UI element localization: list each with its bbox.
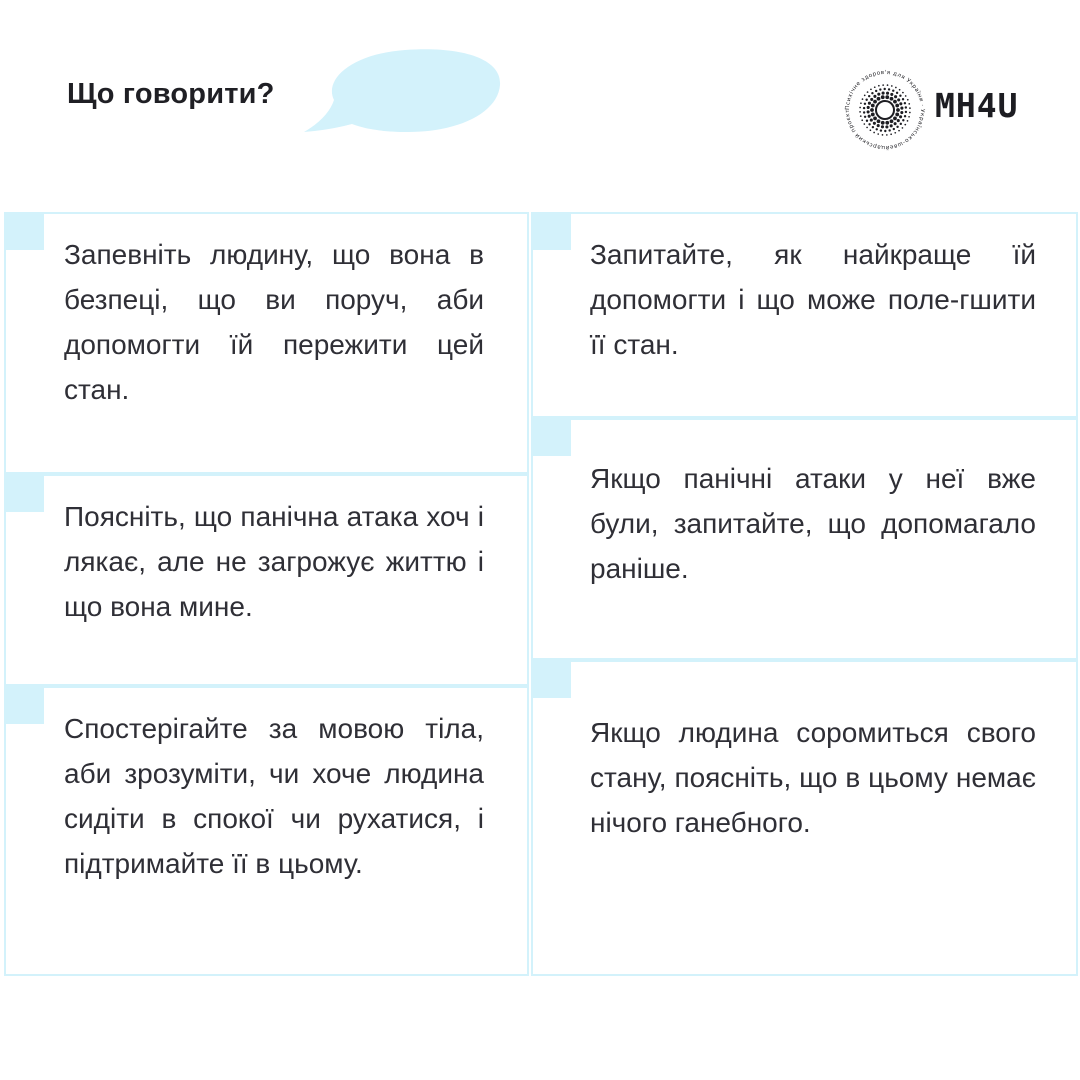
tip-text: Спостерігайте за мовою тіла, аби зрозуміти, чи хоче людина сидіти в спокої чи рухатися, і підтримайте її в цьому.: [64, 713, 484, 879]
logo-dot: [881, 121, 885, 125]
logo-dot: [873, 116, 877, 120]
card-tab-decoration: [531, 660, 571, 698]
logo-dot: [879, 88, 881, 90]
logo-dot: [891, 85, 893, 87]
logo-dot: [863, 107, 865, 109]
tip-card-6: [531, 660, 1078, 976]
logo-dot: [904, 102, 906, 104]
logo-dot: [905, 111, 907, 113]
logo-dot: [882, 92, 885, 95]
speech-bubble-icon: [300, 40, 510, 140]
logo-wordmark: MH4U: [935, 86, 1019, 125]
logo-dot: [893, 100, 897, 104]
logo-dot: [873, 132, 875, 134]
logo-dot: [905, 95, 907, 97]
logo-dot: [867, 110, 870, 113]
logo-dot: [894, 95, 897, 98]
logo-dot: [902, 98, 904, 100]
logo-dot: [896, 92, 898, 94]
logo-dot: [896, 126, 898, 128]
logo-dot: [904, 115, 906, 117]
logo-dot: [899, 115, 902, 118]
logo-dot: [859, 107, 861, 109]
tip-card-5: [531, 418, 1078, 660]
logo-dot: [902, 127, 904, 129]
logo-dot: [863, 123, 865, 125]
logo-dot: [904, 124, 906, 126]
logo-dot: [899, 89, 901, 91]
logo-dot: [874, 86, 876, 88]
logo-dot: [886, 134, 888, 136]
logo-dot: [878, 85, 880, 87]
tip-card-1: [4, 212, 529, 474]
logo-dot: [894, 132, 896, 134]
logo-dot: [864, 116, 866, 118]
logo-dot: [871, 113, 875, 117]
logo-dot: [863, 111, 865, 113]
logo-dot: [864, 103, 866, 105]
logo-dot: [890, 124, 893, 127]
tip-text: Якщо панічні атаки у неї вже були, запитайте, що допомагало раніше.: [590, 463, 1036, 584]
tip-card-4: [531, 212, 1078, 418]
logo-dot: [868, 95, 870, 97]
logo-dot: [873, 100, 877, 104]
logo-dot: [882, 84, 884, 86]
logo-dot: [870, 98, 873, 101]
logo-dot: [907, 120, 909, 122]
tips-grid: [0, 212, 1080, 978]
card-tab-decoration: [4, 212, 44, 250]
logo-dot: [877, 97, 881, 101]
logo-dot: [860, 102, 862, 104]
logo-dot: [876, 128, 878, 130]
logo-dot: [884, 130, 886, 132]
logo-dot: [887, 84, 889, 86]
tip-text: Запитайте, як найкраще їй допомогти і що може поле-гшити її стан.: [590, 239, 1036, 360]
logo-dot: [893, 128, 895, 130]
logo-dot: [899, 95, 901, 97]
logo-dot: [880, 129, 882, 131]
tip-text: Запевніть людину, що вона в безпеці, що ви поруч, аби допомогти їй пережити цей стан.: [64, 239, 484, 405]
tip-text: Якщо людина соромиться свого стану, поясніть, що в цьому немає нічого ганебного.: [590, 717, 1036, 838]
card-tab-decoration: [531, 212, 571, 250]
logo-dot: [909, 107, 911, 109]
logo-dot: [881, 95, 885, 99]
logo-dot: [908, 103, 910, 105]
logo-dot: [870, 88, 872, 90]
logo-dot: [873, 95, 876, 98]
logo-dot: [873, 122, 876, 125]
logo-dot: [859, 111, 861, 113]
card-tab-decoration: [531, 418, 571, 456]
logo-dot: [886, 92, 889, 95]
logo-dot: [871, 104, 875, 108]
logo-dot: [892, 90, 894, 92]
logo-dot: [877, 119, 881, 123]
logo-dot: [890, 133, 892, 135]
header: [0, 0, 1080, 200]
tip-text: Поясніть, що панічна атака хоч і лякає, але не загрожує життю і що вона мине.: [64, 501, 484, 622]
logo-dot: [868, 102, 871, 105]
logo-dot: [867, 106, 870, 109]
logo-dot: [896, 108, 900, 112]
svg-text:Психічне здоров'я для України: Психічне здоров'я для України · Українсько-швейцарський проєкт: [844, 69, 926, 151]
logo-dot: [881, 125, 884, 128]
logo-dot: [884, 88, 886, 90]
logo-dot: [895, 113, 899, 117]
logo-dot: [870, 108, 874, 112]
logo-dot: [866, 127, 868, 129]
logo-dot: [888, 129, 890, 131]
logo-dot: [885, 121, 889, 125]
logo-dot: [870, 129, 872, 131]
logo-dot: [872, 126, 874, 128]
page-title: Що говорити?: [67, 78, 275, 110]
logo-dot: [902, 119, 904, 121]
mh4u-emblem-icon: [843, 68, 927, 152]
logo-dot: [885, 125, 888, 128]
logo-dot: [908, 116, 910, 118]
logo-dot: [899, 102, 902, 105]
logo-dot: [870, 119, 873, 122]
logo-dot: [868, 123, 870, 125]
mh4u-logo: [843, 68, 1043, 152]
logo-dot: [868, 115, 871, 118]
logo-dot: [907, 99, 909, 101]
logo-dot: [894, 122, 897, 125]
logo-dot: [895, 87, 897, 89]
logo-dot: [898, 130, 900, 132]
logo-dot: [900, 111, 903, 114]
logo-dot: [909, 112, 911, 114]
logo-dot: [890, 93, 893, 96]
logo-dot: [861, 119, 863, 121]
logo-dot: [875, 90, 877, 92]
logo-dot: [862, 98, 864, 100]
logo-dot: [905, 106, 907, 108]
logo-dot: [882, 134, 884, 136]
tip-card-2: [4, 474, 529, 686]
logo-dot: [890, 97, 894, 101]
tip-card-3: [4, 686, 529, 976]
logo-dot: [900, 123, 902, 125]
card-tab-decoration: [4, 474, 44, 512]
logo-dot: [877, 93, 880, 96]
logo-dot: [864, 95, 866, 97]
logo-dot: [893, 116, 897, 120]
card-tab-decoration: [4, 686, 44, 724]
logo-dot: [897, 98, 900, 101]
logo-dot: [897, 119, 900, 122]
logo-dot: [890, 119, 894, 123]
logo-dot: [877, 133, 879, 135]
logo-dot: [866, 120, 868, 122]
logo-dot: [877, 124, 880, 127]
logo-dot: [865, 99, 867, 101]
logo-dot: [885, 95, 889, 99]
logo-dot: [860, 115, 862, 117]
logo-dot: [867, 91, 869, 93]
logo-dot: [900, 107, 903, 110]
logo-dot: [902, 92, 904, 94]
logo-dot: [895, 104, 899, 108]
logo-dot: [871, 92, 873, 94]
logo-dot: [888, 88, 890, 90]
